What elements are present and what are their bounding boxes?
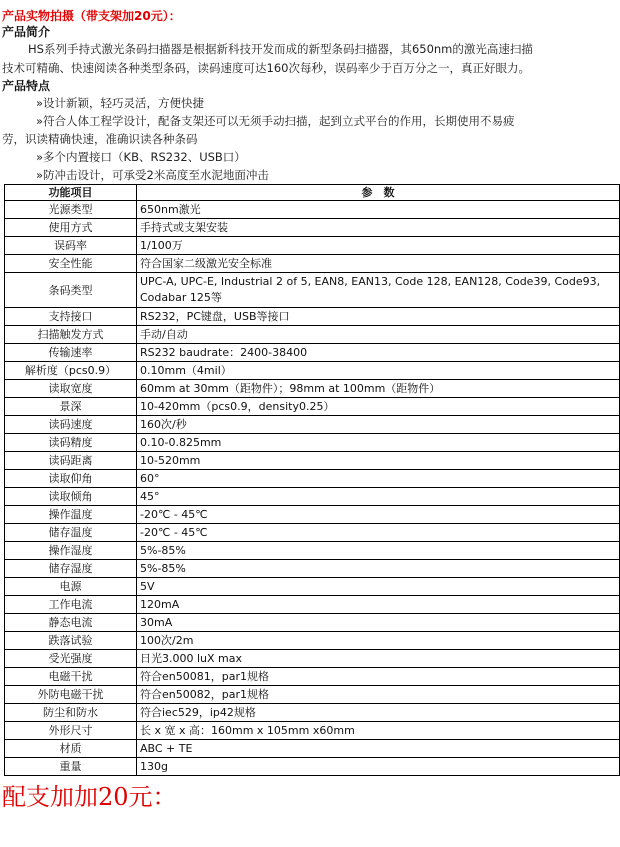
feature-item-continuation: 劳，识读精确快速，准确识读各种条码 bbox=[2, 132, 198, 146]
spec-table bbox=[4, 184, 620, 776]
spec-value: 60mm at 30mm（距物件）；98mm at 100mm（距物件） bbox=[137, 380, 620, 398]
spec-value: 120mA bbox=[137, 596, 620, 614]
feature-item bbox=[2, 94, 620, 112]
spec-value: 手持式或支架安装 bbox=[137, 219, 620, 237]
spec-row bbox=[5, 650, 620, 668]
spec-row bbox=[5, 668, 620, 686]
spec-key: 读码精度 bbox=[5, 434, 137, 452]
intro-line-1 bbox=[2, 40, 620, 59]
spec-value: 符合en50082，par1规格 bbox=[137, 686, 620, 704]
spec-row bbox=[5, 416, 620, 434]
spec-key: 操作湿度 bbox=[5, 542, 137, 560]
spec-key: 扫描触发方式 bbox=[5, 326, 137, 344]
spec-row bbox=[5, 380, 620, 398]
spec-key: 重量 bbox=[5, 758, 137, 776]
spec-row bbox=[5, 740, 620, 758]
spec-value: 100次/2m bbox=[137, 632, 620, 650]
spec-key: 读码速度 bbox=[5, 416, 137, 434]
spec-value: 5V bbox=[137, 578, 620, 596]
spec-key: 电源 bbox=[5, 578, 137, 596]
spec-value: 0.10-0.825mm bbox=[137, 434, 620, 452]
spec-header-value: 参 数 bbox=[137, 185, 620, 201]
spec-key: 读取倾角 bbox=[5, 488, 137, 506]
spec-key: 使用方式 bbox=[5, 219, 137, 237]
feature-text: »防冲击设计，可承受2米高度至水泥地面冲击 bbox=[36, 168, 269, 182]
spec-row bbox=[5, 542, 620, 560]
feature-text: »设计新颖，轻巧灵活，方便快捷 bbox=[36, 96, 205, 110]
spec-key: 静态电流 bbox=[5, 614, 137, 632]
spec-row bbox=[5, 326, 620, 344]
spec-key: 操作温度 bbox=[5, 506, 137, 524]
spec-row bbox=[5, 632, 620, 650]
spec-value: 0.10mm（4mil） bbox=[137, 362, 620, 380]
spec-key: 跌落试验 bbox=[5, 632, 137, 650]
intro-line-1-text: HS系列手持式激光条码扫描器是根据新科技开发而成的新型条码扫描器，其650nm的激光高速扫描 bbox=[28, 42, 533, 56]
spec-value: 130g bbox=[137, 758, 620, 776]
spec-value: 1/100万 bbox=[137, 237, 620, 255]
spec-value: 5%-85% bbox=[137, 542, 620, 560]
spec-value: RS232 baudrate：2400-38400 bbox=[137, 344, 620, 362]
intro-line-2: 技术可精确、快速阅读各种类型条码，读码速度可达160次每秒，误码率少于百万分之一，真正好眼力。 bbox=[2, 61, 530, 75]
feature-text: »多个内置接口（KB、RS232、USB口） bbox=[36, 150, 246, 164]
spec-key: 读取宽度 bbox=[5, 380, 137, 398]
spec-value: 符合国家二级激光安全标准 bbox=[137, 255, 620, 273]
spec-row bbox=[5, 452, 620, 470]
spec-row bbox=[5, 560, 620, 578]
feature-item bbox=[2, 112, 620, 130]
spec-row bbox=[5, 488, 620, 506]
spec-header-row bbox=[5, 185, 620, 201]
spec-value: 45° bbox=[137, 488, 620, 506]
spec-row bbox=[5, 237, 620, 255]
spec-row bbox=[5, 506, 620, 524]
features-heading: 产品特点 bbox=[2, 79, 51, 93]
spec-value: RS232，PC键盘，USB等接口 bbox=[137, 308, 620, 326]
spec-key: 受光强度 bbox=[5, 650, 137, 668]
spec-key: 工作电流 bbox=[5, 596, 137, 614]
spec-row bbox=[5, 524, 620, 542]
spec-value: 650nm激光 bbox=[137, 201, 620, 219]
spec-row bbox=[5, 686, 620, 704]
spec-value: 符合iec529，ip42规格 bbox=[137, 704, 620, 722]
spec-row bbox=[5, 758, 620, 776]
feature-item bbox=[2, 166, 620, 184]
spec-value: 手动/自动 bbox=[137, 326, 620, 344]
spec-value: 30mA bbox=[137, 614, 620, 632]
intro-text bbox=[2, 40, 620, 78]
spec-value: 日光3.000 luX max bbox=[137, 650, 620, 668]
spec-row bbox=[5, 470, 620, 488]
spec-row bbox=[5, 362, 620, 380]
spec-value: 60° bbox=[137, 470, 620, 488]
spec-key: 材质 bbox=[5, 740, 137, 758]
spec-value: ABC + TE bbox=[137, 740, 620, 758]
spec-row bbox=[5, 273, 620, 308]
feature-text: »符合人体工程学设计，配备支架还可以无须手动扫描，起到立式平台的作用，长期使用不易疲 bbox=[36, 114, 515, 128]
features-list bbox=[2, 94, 620, 184]
spec-key: 光源类型 bbox=[5, 201, 137, 219]
spec-value: 10-420mm（pcs0.9，density0.25） bbox=[137, 398, 620, 416]
spec-row bbox=[5, 201, 620, 219]
feature-item bbox=[2, 148, 620, 166]
spec-key: 读取仰角 bbox=[5, 470, 137, 488]
spec-key: 安全性能 bbox=[5, 255, 137, 273]
intro-heading: 产品简介 bbox=[2, 25, 51, 39]
spec-key: 景深 bbox=[5, 398, 137, 416]
spec-key: 误码率 bbox=[5, 237, 137, 255]
spec-row bbox=[5, 308, 620, 326]
spec-row bbox=[5, 398, 620, 416]
spec-body bbox=[5, 201, 620, 776]
spec-row bbox=[5, 344, 620, 362]
spec-key: 外防电磁干扰 bbox=[5, 686, 137, 704]
spec-row bbox=[5, 596, 620, 614]
spec-row bbox=[5, 704, 620, 722]
photo-note: 产品实物拍摄（带支架加20元）： bbox=[2, 9, 181, 23]
spec-row bbox=[5, 434, 620, 452]
spec-key: 解析度（pcs0.9） bbox=[5, 362, 137, 380]
spec-key: 防尘和防水 bbox=[5, 704, 137, 722]
spec-key: 读码距离 bbox=[5, 452, 137, 470]
spec-value: 160次/秒 bbox=[137, 416, 620, 434]
spec-key: 储存湿度 bbox=[5, 560, 137, 578]
page bbox=[0, 8, 620, 812]
spec-key: 外形尺寸 bbox=[5, 722, 137, 740]
spec-value: 符合en50081，par1规格 bbox=[137, 668, 620, 686]
spec-value: -20℃ - 45℃ bbox=[137, 524, 620, 542]
spec-key: 支持接口 bbox=[5, 308, 137, 326]
spec-value: -20℃ - 45℃ bbox=[137, 506, 620, 524]
spec-value: 长 x 宽 x 高：160mm x 105mm x60mm bbox=[137, 722, 620, 740]
spec-key: 电磁干扰 bbox=[5, 668, 137, 686]
spec-row bbox=[5, 255, 620, 273]
footer-note: 配支加加20元： bbox=[2, 783, 177, 811]
spec-key: 传输速率 bbox=[5, 344, 137, 362]
spec-key: 储存温度 bbox=[5, 524, 137, 542]
spec-row bbox=[5, 722, 620, 740]
spec-row bbox=[5, 614, 620, 632]
spec-value: 5%-85% bbox=[137, 560, 620, 578]
spec-value: 10-520mm bbox=[137, 452, 620, 470]
spec-row bbox=[5, 578, 620, 596]
spec-value: UPC-A, UPC-E, Industrial 2 of 5, EAN8, EAN13, Code 128, EAN128, Code39, Code93, Codabar 125等 bbox=[137, 273, 620, 308]
spec-row bbox=[5, 219, 620, 237]
spec-key: 条码类型 bbox=[5, 273, 137, 308]
spec-header-key: 功能项目 bbox=[5, 185, 137, 201]
